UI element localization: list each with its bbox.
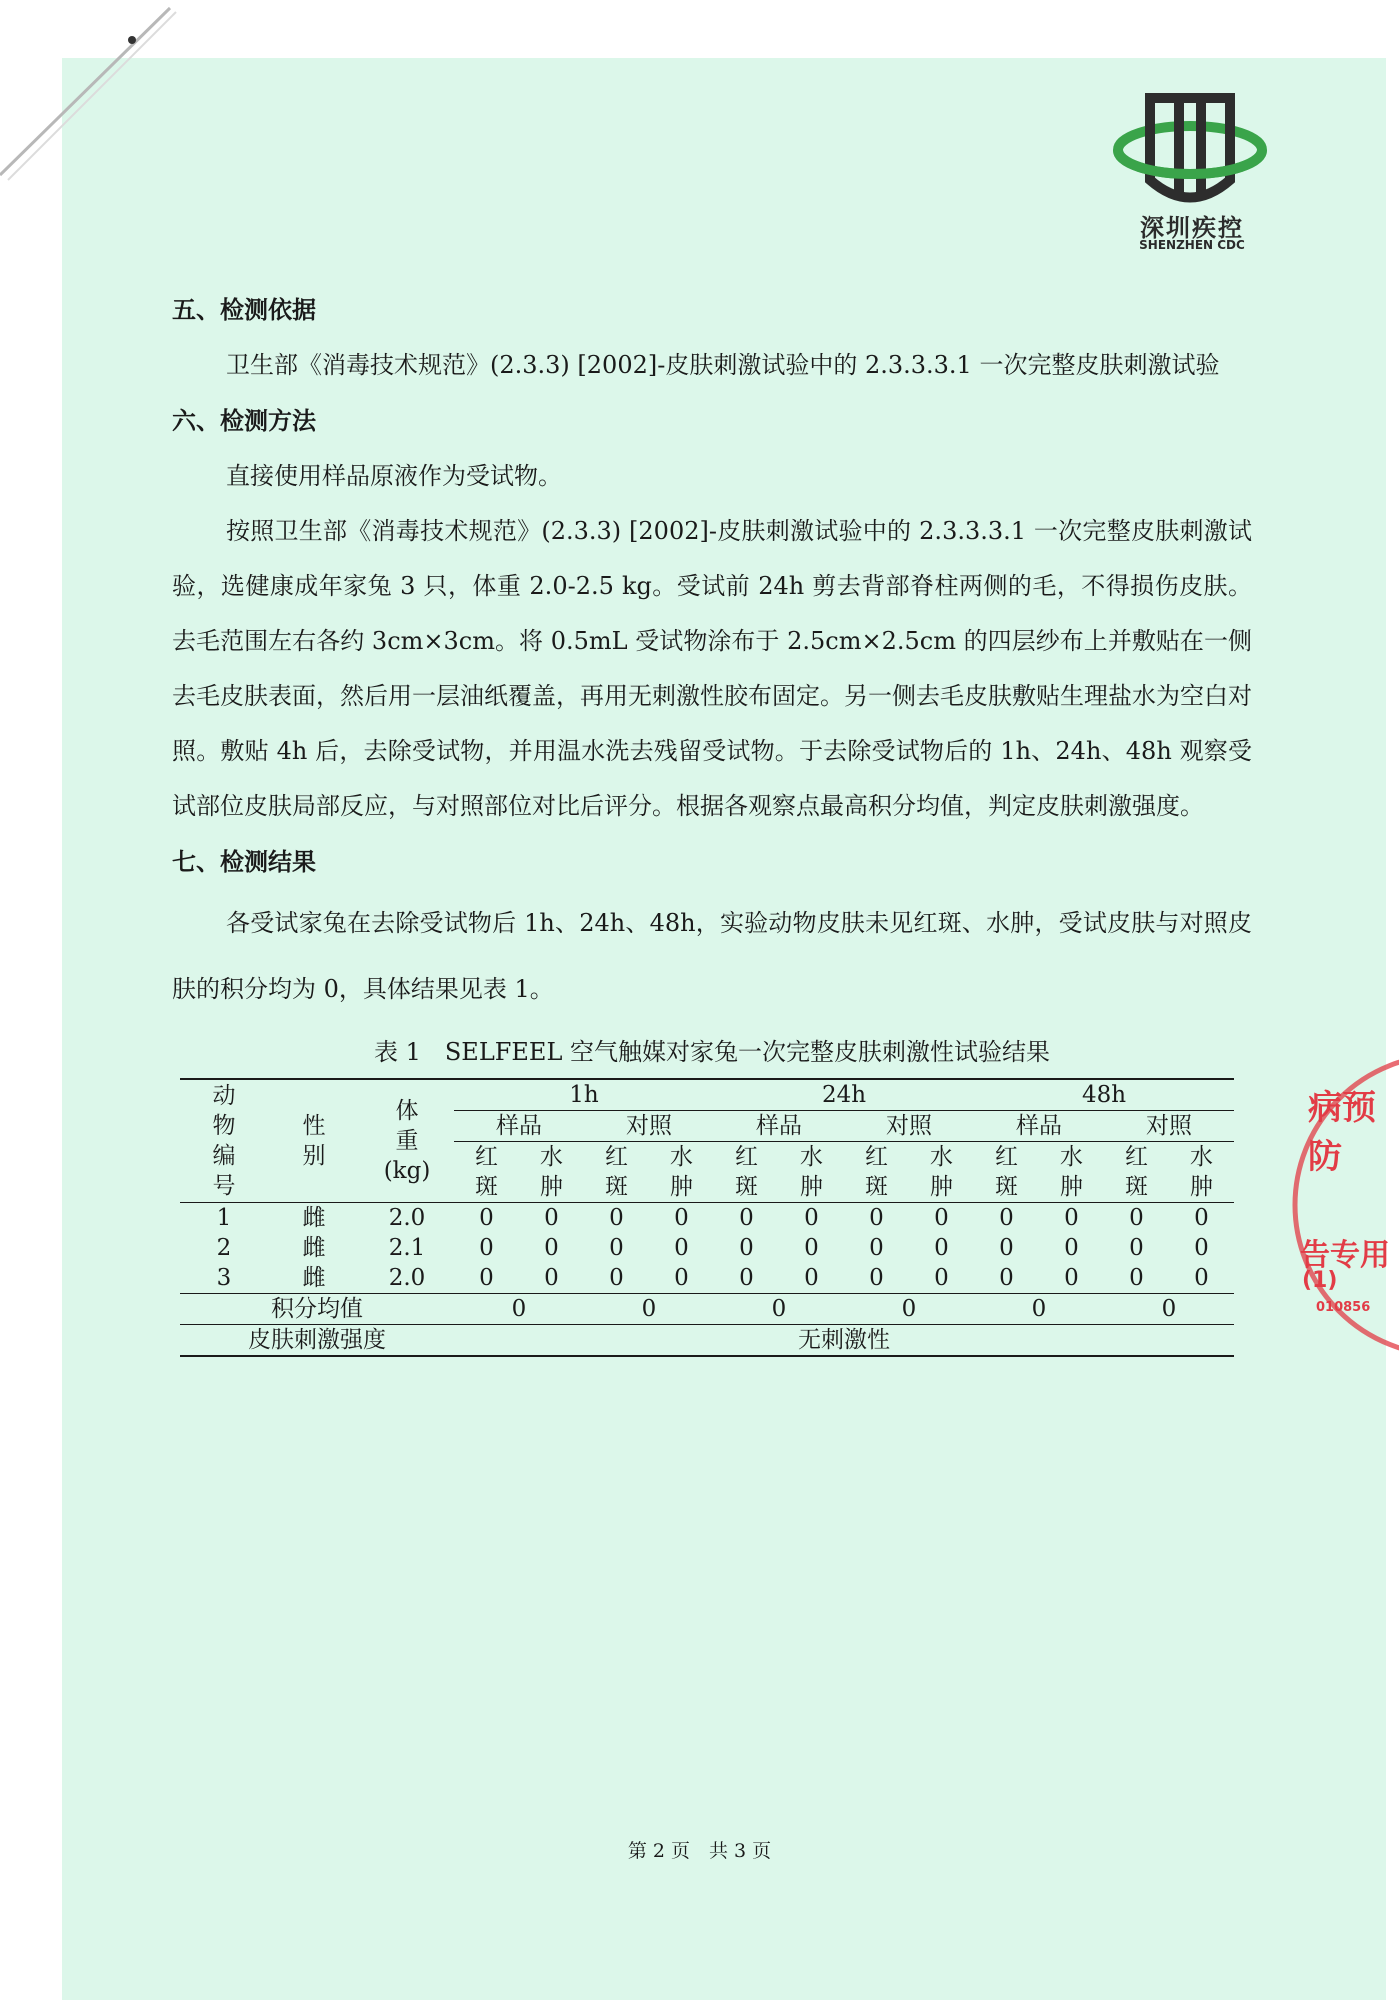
results-table bbox=[180, 1078, 1234, 1357]
mean-score-cell: 0 bbox=[974, 1294, 1104, 1325]
animal-id-cell: 2 bbox=[216, 1235, 232, 1261]
score-cell: 0 bbox=[584, 1263, 649, 1294]
table-row bbox=[180, 1263, 1234, 1294]
header-sub-cell: 红 斑 bbox=[584, 1142, 649, 1203]
section-7-text: 各受试家兔在去除受试物后 1h、24h、48h，实验动物皮肤未见红斑、水肿，受试皮肤与对照皮肤的积分均为 0，具体结果见表 1。 bbox=[172, 909, 1252, 1003]
sex-cell: 雌 bbox=[302, 1205, 326, 1231]
header-sub-cell: 红 斑 bbox=[974, 1142, 1039, 1203]
header-animal-id: 动 物 编 号 bbox=[180, 1079, 268, 1203]
stamp-line-3: (1) bbox=[1302, 1268, 1338, 1293]
sex-cell: 雌 bbox=[268, 1263, 360, 1294]
score-cell: 0 bbox=[739, 1205, 754, 1231]
weight-cell: 2.0 bbox=[388, 1205, 426, 1231]
section-7-title: 七、检测结果 bbox=[172, 848, 316, 876]
table-row bbox=[180, 1203, 1234, 1234]
score-cell: 0 bbox=[544, 1205, 559, 1231]
section-6-paragraph-1: 直接使用样品原液作为受试物。 bbox=[226, 462, 562, 490]
score-cell: 0 bbox=[674, 1235, 689, 1261]
score-cell: 0 bbox=[804, 1235, 819, 1261]
header-sub-cell: 红 斑 bbox=[1104, 1142, 1169, 1203]
table-row bbox=[180, 1233, 1234, 1263]
score-cell: 0 bbox=[1064, 1235, 1079, 1261]
score-cell: 0 bbox=[844, 1263, 909, 1294]
score-cell: 0 bbox=[869, 1235, 884, 1261]
mean-score-cell: 0 bbox=[584, 1294, 714, 1325]
stamp-line-1: 病预防 bbox=[1308, 1088, 1376, 1177]
score-cell: 0 bbox=[519, 1263, 584, 1294]
score-cell: 0 bbox=[1039, 1263, 1104, 1294]
header-group: 样品 bbox=[714, 1111, 844, 1142]
header-sub-cell: 红 斑 bbox=[844, 1142, 909, 1203]
header-group: 样品 bbox=[454, 1111, 584, 1142]
score-cell: 0 bbox=[454, 1263, 519, 1294]
section-5-title: 五、检测依据 bbox=[172, 296, 316, 324]
header-sub-cell: 水 肿 bbox=[779, 1142, 844, 1203]
score-cell: 0 bbox=[1064, 1205, 1079, 1231]
score-cell: 0 bbox=[909, 1263, 974, 1294]
score-cell: 0 bbox=[1104, 1263, 1169, 1294]
score-cell: 0 bbox=[934, 1235, 949, 1261]
header-sub-cell: 水 肿 bbox=[519, 1142, 584, 1203]
section-6-title: 六、检测方法 bbox=[172, 407, 316, 435]
header-group: 对照 bbox=[584, 1111, 714, 1142]
score-cell: 0 bbox=[974, 1263, 1039, 1294]
irritation-intensity-value: 无刺激性 bbox=[454, 1325, 1234, 1357]
table-caption: 表 1 SELFEEL 空气触媒对家兔一次完整皮肤刺激性试验结果 bbox=[373, 1038, 1051, 1066]
header-sub-cell: 水 肿 bbox=[909, 1142, 974, 1203]
mean-score-cell: 0 bbox=[1104, 1294, 1234, 1325]
score-cell: 0 bbox=[479, 1205, 494, 1231]
score-cell: 0 bbox=[779, 1263, 844, 1294]
mean-score-cell: 0 bbox=[844, 1294, 974, 1325]
header-sub-cell: 红 斑 bbox=[454, 1142, 519, 1203]
score-cell: 0 bbox=[739, 1235, 754, 1261]
header-weight: 体 重 (kg) bbox=[360, 1079, 454, 1203]
page-footer: 第 2 页 共 3 页 bbox=[627, 1840, 772, 1862]
logo-name-cn: 深圳疾控 bbox=[1140, 214, 1244, 242]
sex-cell: 雌 bbox=[302, 1235, 326, 1261]
weight-cell: 2.1 bbox=[388, 1235, 426, 1261]
header-group: 对照 bbox=[1104, 1111, 1234, 1142]
mean-score-label: 积分均值 bbox=[180, 1294, 454, 1325]
header-time-24h: 24h bbox=[714, 1079, 974, 1111]
header-group: 对照 bbox=[844, 1111, 974, 1142]
score-cell: 0 bbox=[479, 1235, 494, 1261]
score-cell: 0 bbox=[999, 1205, 1014, 1231]
header-sex: 性 别 bbox=[268, 1079, 360, 1203]
irritation-intensity-label: 皮肤刺激强度 bbox=[180, 1325, 454, 1357]
score-cell: 0 bbox=[674, 1205, 689, 1231]
report-body bbox=[172, 290, 1252, 1357]
animal-id-cell: 1 bbox=[216, 1205, 232, 1231]
score-cell: 0 bbox=[1169, 1263, 1234, 1294]
header-sub-cell: 水 肿 bbox=[1169, 1142, 1234, 1203]
header-sub-cell: 红 斑 bbox=[714, 1142, 779, 1203]
header-time-1h: 1h bbox=[454, 1079, 714, 1111]
score-cell: 0 bbox=[934, 1205, 949, 1231]
score-cell: 0 bbox=[1194, 1205, 1209, 1231]
header-group: 样品 bbox=[974, 1111, 1104, 1142]
score-cell: 0 bbox=[999, 1235, 1014, 1261]
score-cell: 0 bbox=[804, 1205, 819, 1231]
score-cell: 0 bbox=[869, 1205, 884, 1231]
mean-score-cell: 0 bbox=[714, 1294, 844, 1325]
score-cell: 0 bbox=[544, 1235, 559, 1261]
weight-cell: 2.0 bbox=[360, 1263, 454, 1294]
score-cell: 0 bbox=[1129, 1205, 1144, 1231]
score-cell: 0 bbox=[649, 1263, 714, 1294]
animal-id-cell: 3 bbox=[180, 1263, 268, 1294]
score-cell: 0 bbox=[1129, 1235, 1144, 1261]
stamp-line-2: 告专用 bbox=[1300, 1238, 1390, 1273]
logo-name-en: SHENZHEN CDC bbox=[1139, 238, 1245, 252]
section-5-text: 卫生部《消毒技术规范》(2.3.3) [2002]-皮肤刺激试验中的 2.3.3.3.1 一次完整皮肤刺激试验 bbox=[226, 351, 1220, 379]
header-sub-cell: 水 肿 bbox=[1039, 1142, 1104, 1203]
stamp-serial: 010856 bbox=[1316, 1300, 1371, 1315]
score-cell: 0 bbox=[609, 1205, 624, 1231]
mean-score-cell: 0 bbox=[454, 1294, 584, 1325]
header-time-48h: 48h bbox=[974, 1079, 1234, 1111]
official-stamp bbox=[1290, 1040, 1399, 1370]
header-sub-cell: 水 肿 bbox=[649, 1142, 714, 1203]
score-cell: 0 bbox=[609, 1235, 624, 1261]
score-cell: 0 bbox=[1194, 1235, 1209, 1261]
scan-edge-mark bbox=[0, 0, 190, 190]
section-6-paragraph-2: 按照卫生部《消毒技术规范》(2.3.3) [2002]-皮肤刺激试验中的 2.3.3.3.1 一次完整皮肤刺激试验，选健康成年家兔 3 只，体重 2.0-2.5 kg。受试前 24h 剪去背部脊柱两侧的毛，不得损伤皮肤。去毛范围左右各约 3cm×3cm。将 0.5mL 受试物涂布于 2.5cm×2.5cm 的四层纱布上并敷贴在一侧去毛皮肤表面，然后用一层油纸覆盖，再用无刺激性胶布固定。另一侧去毛皮肤敷贴生理盐水为空白对照。敷贴 4h 后，去除受试物，并用温水洗去残留受试物。于去除受试物后的 1h、24h、48h 观察受试部位皮肤局部反应，与对照部位对比后评分。根据各观察点最高积分均值，判定皮肤刺激强度。 bbox=[172, 517, 1252, 820]
score-cell: 0 bbox=[714, 1263, 779, 1294]
